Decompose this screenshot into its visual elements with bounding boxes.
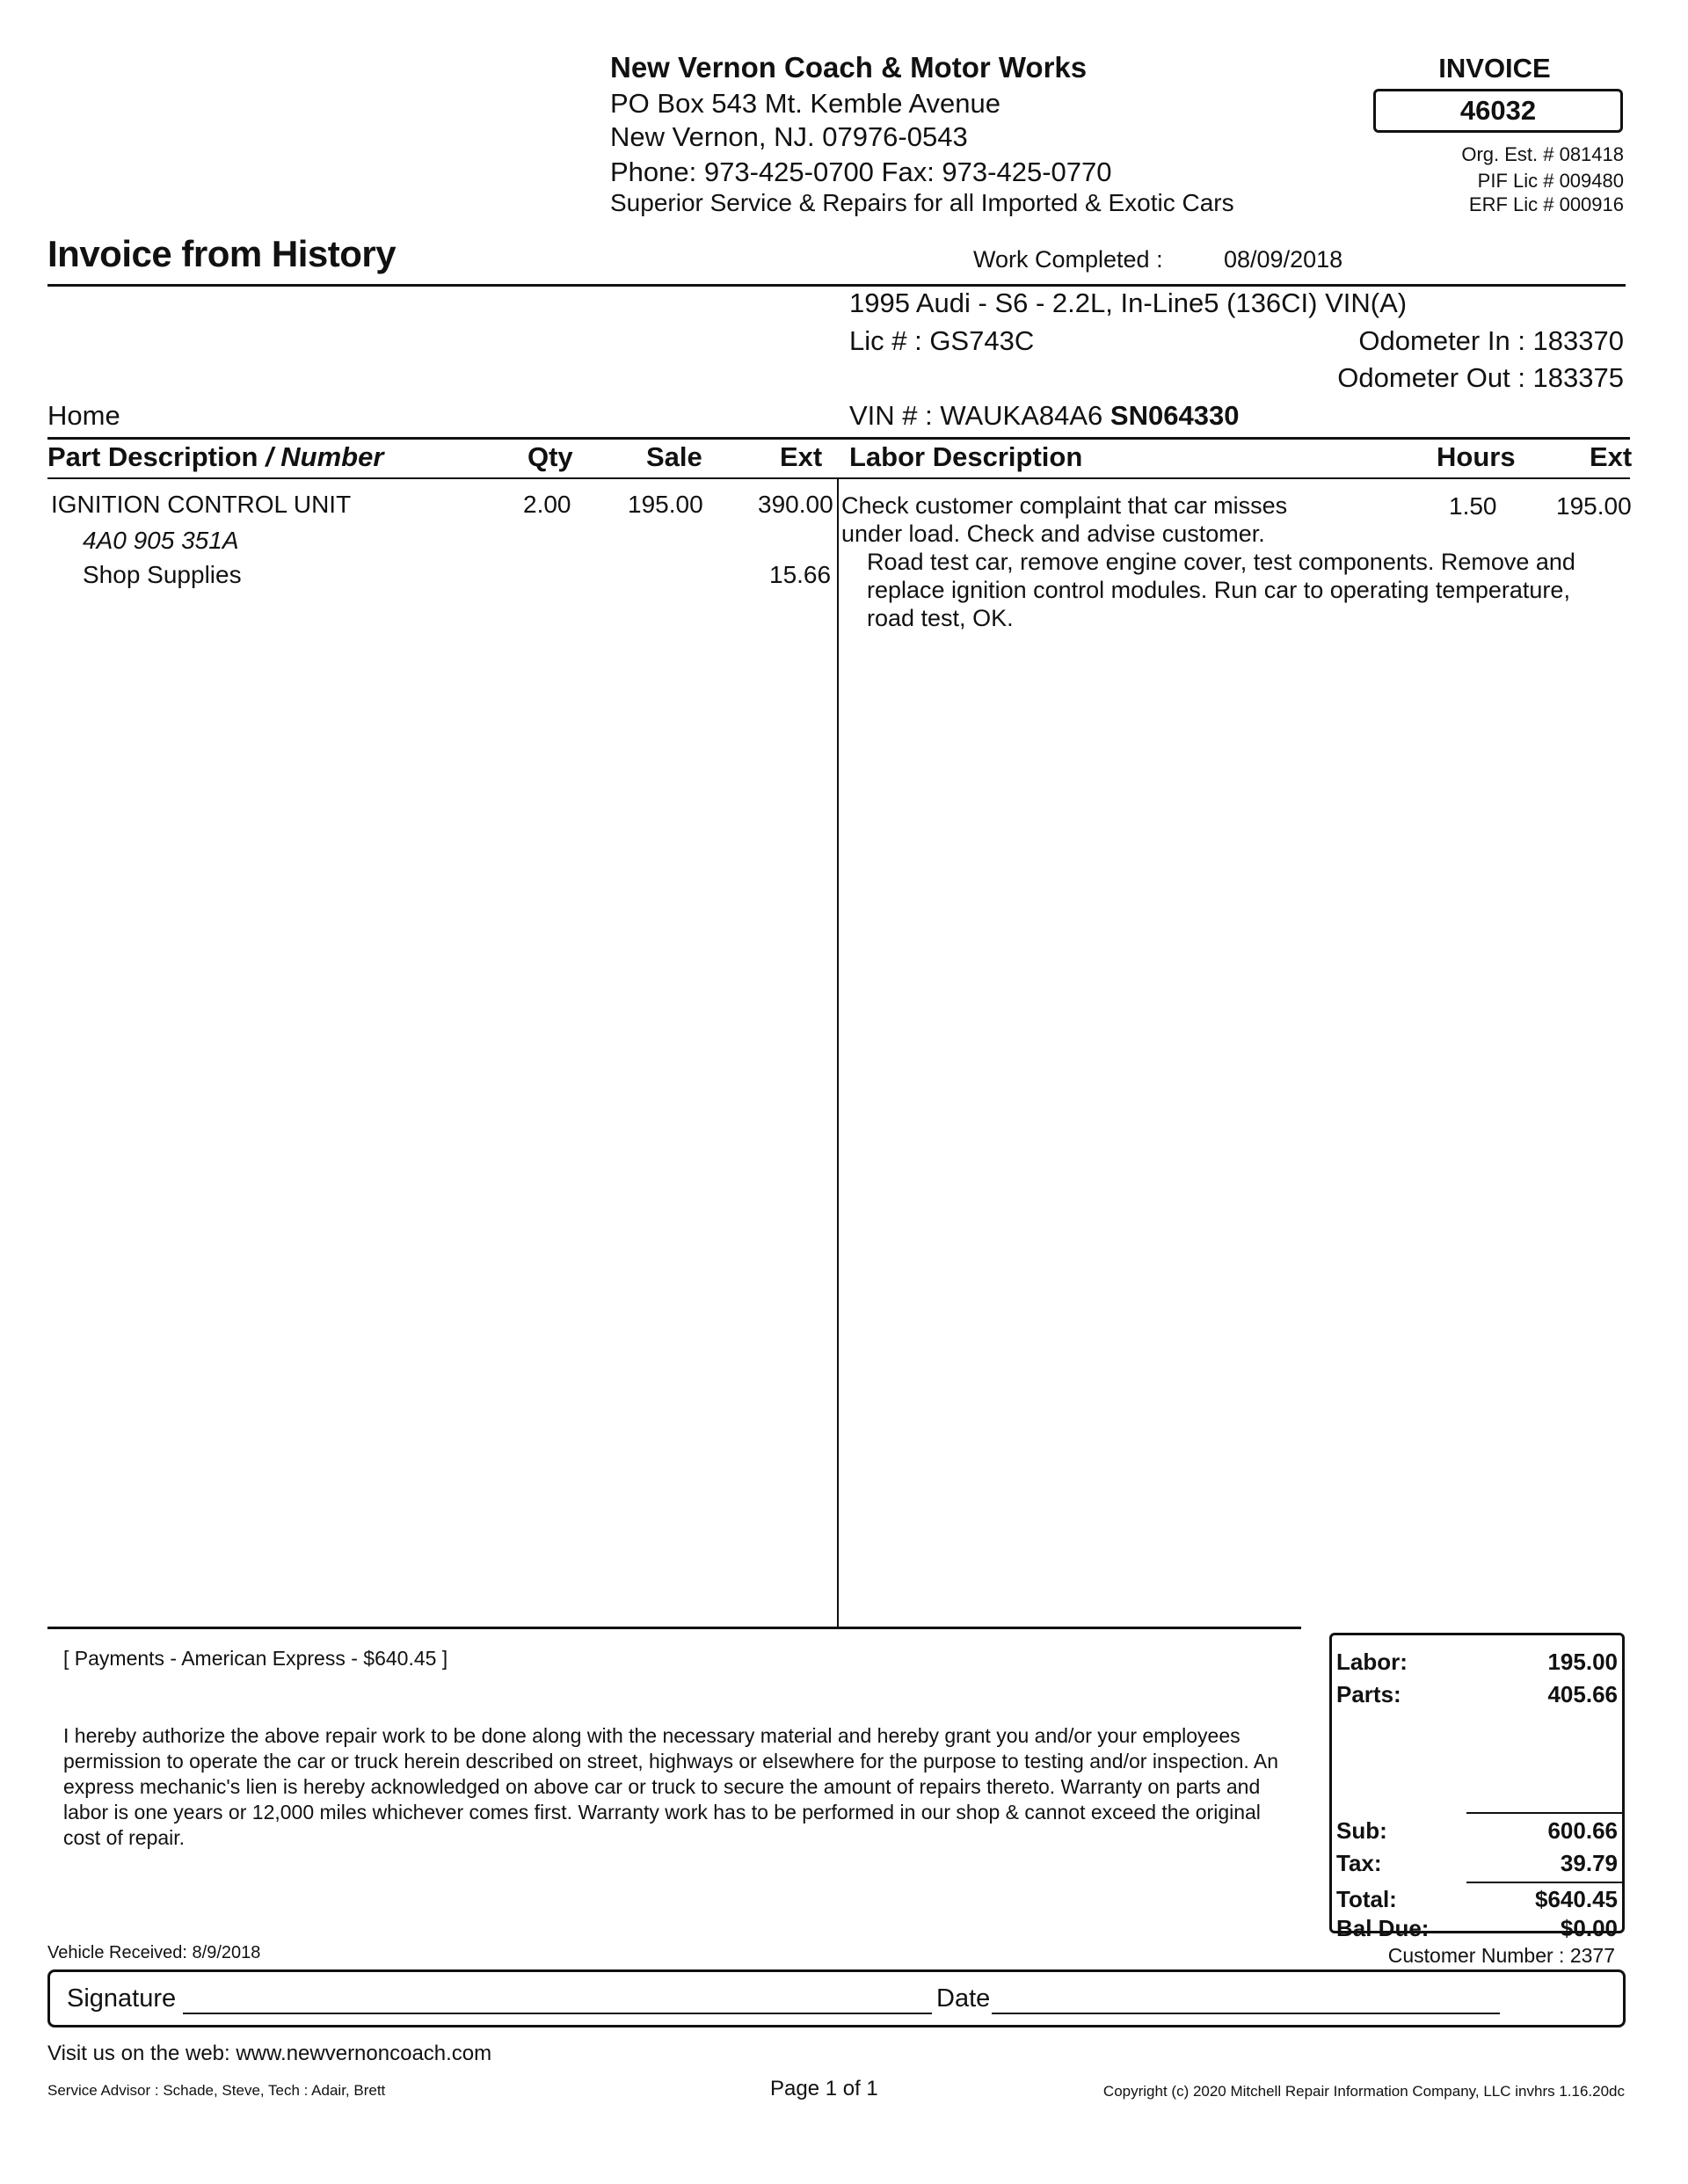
authorization-text: I hereby authorize the above repair work to be done along with the necessary material and hereby grant you and/or your employees permission to operate the car or truck herein described on street, highways or elsewhere for the purpose to testing and/or inspection. An express mechanic's lien is hereby acknowledged on above car or truck to secure the amount of repairs thereto. Warranty on parts and labor is one years or 12,000 miles whichever comes first. Warranty work has to be performed in our shop & cannot exceed the original cost of repair.: [63, 1724, 1279, 1849]
labor-line: replace ignition control modules. Run car to operating temperature,: [867, 577, 1570, 603]
part-number: 4A0 905 351A: [83, 527, 239, 554]
date-label: Date: [936, 1984, 991, 2013]
odometer-out: Odometer Out : 183375: [1337, 362, 1624, 393]
work-completed-date: 08/09/2018: [1224, 246, 1343, 273]
subtotal-label: Sub:: [1336, 1817, 1387, 1844]
balance-due-label: Bal Due:: [1336, 1915, 1430, 1941]
col-part-number-label: / Number: [266, 441, 384, 472]
work-completed-label: Work Completed :: [973, 246, 1163, 273]
labor-total-value: 195.00: [1547, 1649, 1618, 1675]
col-qty: Qty: [528, 441, 573, 472]
page-title: Invoice from History: [47, 233, 397, 274]
date-line: [992, 2013, 1500, 2014]
pif-license: PIF Lic # 009480: [1477, 170, 1624, 192]
invoice-label: INVOICE: [1438, 53, 1551, 84]
labor-line: road test, OK.: [867, 605, 1014, 631]
vin-number: [849, 400, 1239, 432]
balance-due-value: $0.00: [1560, 1915, 1618, 1941]
total-rule: [1466, 1882, 1623, 1883]
part-qty: 2.00: [523, 491, 571, 518]
col-hours: Hours: [1437, 441, 1516, 472]
part-sale: 195.00: [628, 491, 703, 518]
column-divider: [837, 479, 839, 1627]
shop-supplies-description: Shop Supplies: [83, 561, 242, 588]
col-labor-ext: Ext: [1590, 441, 1633, 472]
parts-total-label: Parts:: [1336, 1681, 1401, 1707]
tax-label: Tax:: [1336, 1850, 1382, 1876]
shop-address-line1: PO Box 543 Mt. Kemble Avenue: [610, 88, 1001, 119]
erf-license: ERF Lic # 000916: [1468, 193, 1624, 215]
labor-hours: 1.50: [1449, 492, 1497, 520]
col-labor-description: Labor Description: [849, 441, 1083, 472]
grand-total-label: Total:: [1336, 1886, 1397, 1912]
license-plate: Lic # : GS743C: [849, 325, 1035, 356]
grand-total-value: $640.45: [1535, 1886, 1618, 1912]
col-ext: Ext: [780, 441, 823, 472]
service-advisor-tech: Service Advisor : Schade, Steve, Tech : Adair, Brett: [47, 2082, 386, 2099]
vin-prefix: VIN # : WAUKA84A6: [849, 400, 1110, 431]
labor-line: under load. Check and advise customer.: [841, 521, 1265, 547]
shop-address-line2: New Vernon, NJ. 07976-0543: [610, 121, 968, 152]
col-part-description: [47, 441, 383, 473]
page-number: Page 1 of 1: [770, 2077, 878, 2100]
col-part-description-label: Part Description: [47, 441, 266, 472]
customer-label: Home: [47, 400, 120, 431]
customer-number: Customer Number : 2377: [1387, 1944, 1615, 1967]
payment-note: [ Payments - American Express - $640.45 ]: [63, 1647, 448, 1670]
labor-line: Road test car, remove engine cover, test components. Remove and: [867, 549, 1575, 575]
header-divider: [47, 284, 1626, 287]
vehicle-description: 1995 Audi - S6 - 2.2L, In-Line5 (136CI) VIN(A): [849, 288, 1408, 318]
labor-line: Check customer complaint that car misses: [841, 492, 1288, 519]
col-sale: Sale: [646, 441, 702, 472]
body-bottom-rule: [47, 1627, 1301, 1629]
column-header-bottom-rule: [47, 477, 1630, 479]
signature-line: [183, 2013, 932, 2014]
shop-tagline: Superior Service & Repairs for all Imported & Exotic Cars: [610, 189, 1234, 216]
shop-supplies-ext: 15.66: [769, 561, 832, 588]
shop-phone: Phone: 973-425-0700 Fax: 973-425-0770: [610, 157, 1112, 187]
tax-value: 39.79: [1560, 1850, 1618, 1876]
signature-label: Signature: [67, 1984, 177, 2013]
subtotal-rule: [1466, 1812, 1623, 1814]
labor-ext: 195.00: [1556, 492, 1632, 520]
vehicle-received: Vehicle Received: 8/9/2018: [47, 1943, 261, 1962]
part-ext: 390.00: [758, 491, 833, 518]
vin-serial: SN064330: [1110, 400, 1240, 431]
parts-total-value: 405.66: [1547, 1681, 1618, 1707]
invoice-number: 46032: [1373, 89, 1623, 133]
copyright: Copyright (c) 2020 Mitchell Repair Information Company, LLC invhrs 1.16.20dc: [1102, 2083, 1625, 2100]
odometer-in: Odometer In : 183370: [1358, 325, 1624, 356]
column-header-top-rule: [47, 437, 1630, 440]
subtotal-value: 600.66: [1547, 1817, 1618, 1844]
part-description: IGNITION CONTROL UNIT: [51, 491, 352, 518]
org-est-number: Org. Est. # 081418: [1461, 143, 1624, 165]
signature-box: [47, 1969, 1626, 2027]
website-link: Visit us on the web: www.newvernoncoach.com: [47, 2042, 492, 2065]
shop-name: New Vernon Coach & Motor Works: [610, 51, 1088, 84]
labor-total-label: Labor:: [1336, 1649, 1408, 1675]
